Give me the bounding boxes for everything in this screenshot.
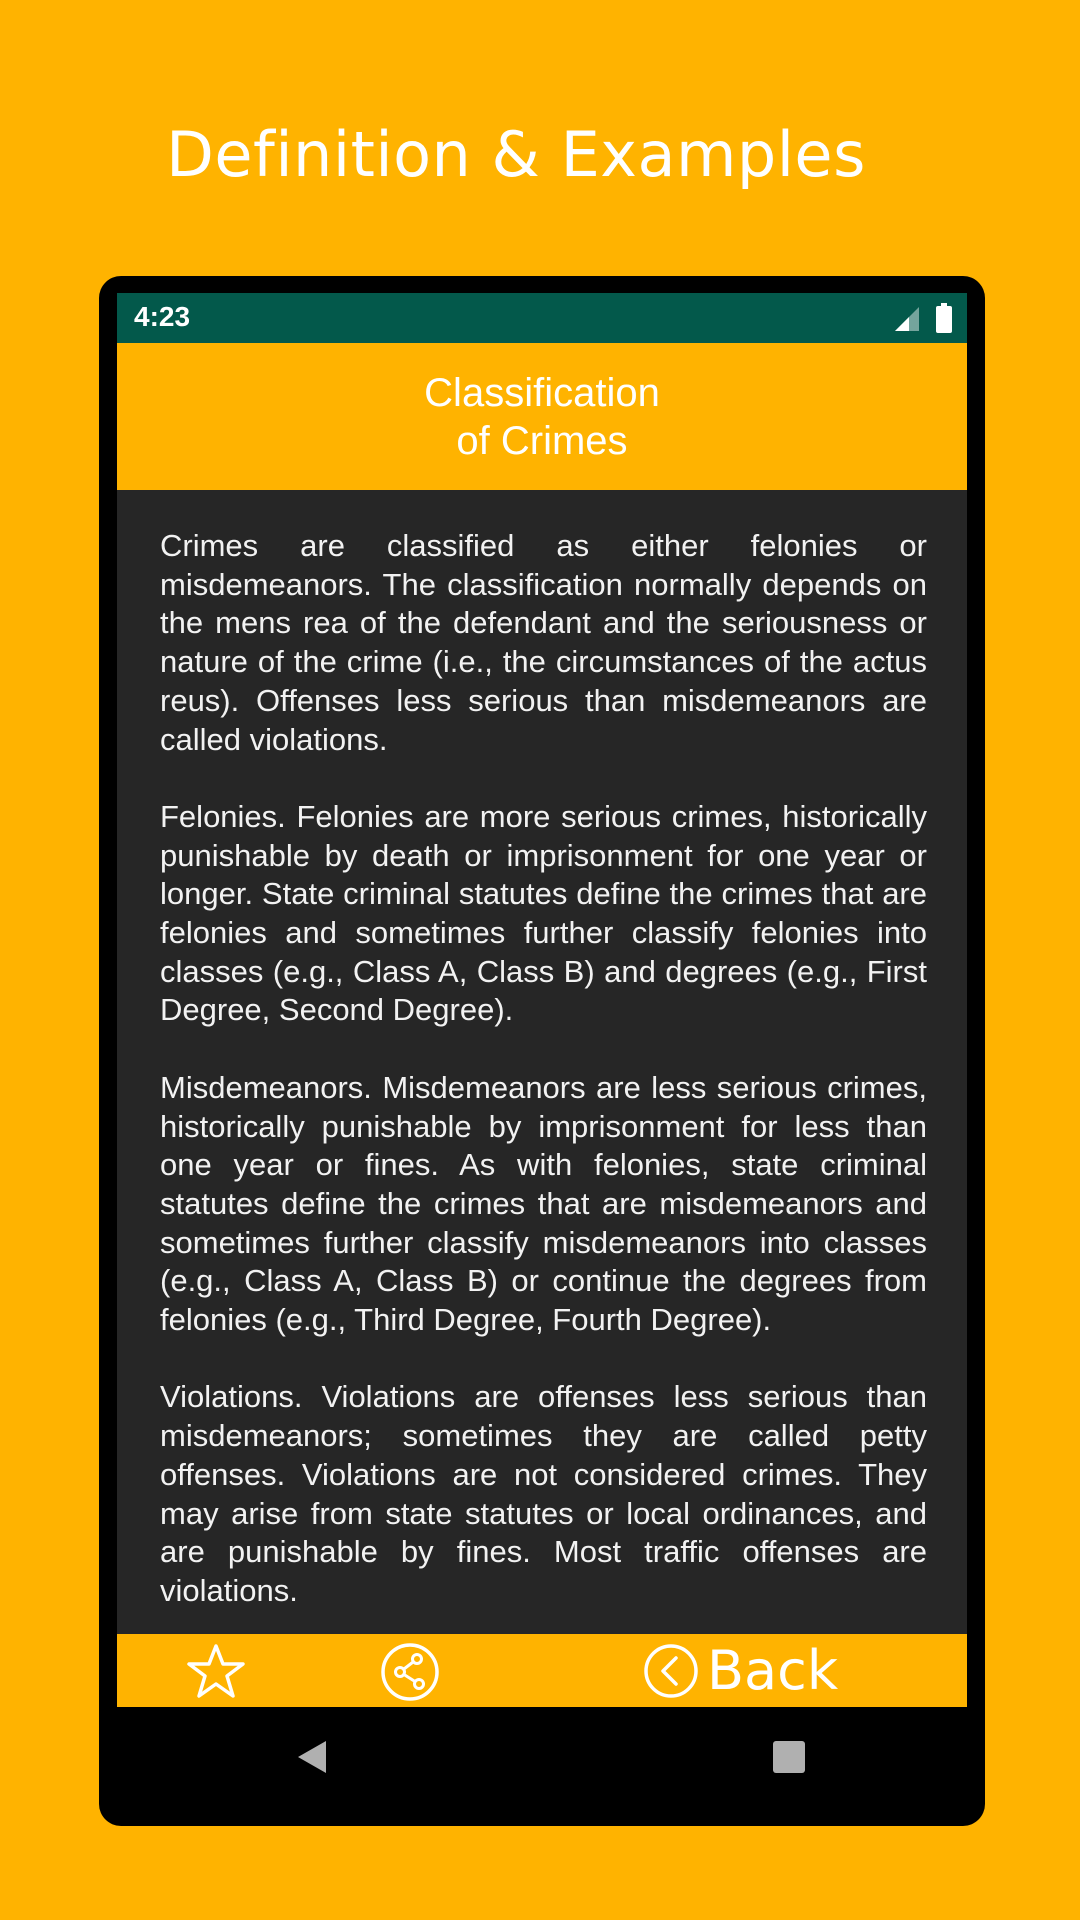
article-paragraph: Violations. Violations are offenses less serious than misdemeanors; sometimes they are called petty offenses. Violations are not considered crimes. They may arise from state statutes or local ordinances, and are punishable by fines. Most traffic offenses are violations. (160, 1379, 927, 1608)
article-paragraph: Crimes are classified as either felonies or misdemeanors. The classification normally depends on the mens rea of the defendant and the seriousness or nature of the crime (i.e., the circumstances of the actus reus). Offenses less serious than misdemeanors are called violations. (160, 528, 927, 757)
signal-icon (893, 305, 921, 333)
back-button[interactable] (643, 1639, 838, 1703)
article-content[interactable] (160, 527, 927, 1617)
promo-headline: Definition & Examples (166, 118, 866, 191)
square-recents-icon[interactable] (773, 1741, 805, 1773)
back-button-label: Back (707, 1639, 839, 1702)
status-bar (117, 293, 967, 343)
article-paragraph: Felonies. Felonies are more serious crimes, historically punishable by death or imprisonment for one year or longer. State criminal statutes define the crimes that are felonies and sometimes further classify felonies into classes (e.g., Class A, Class B) and degrees (e.g., First Degree, Second Degree). (160, 798, 927, 1028)
article-paragraph: Misdemeanors. Misdemeanors are less serious crimes, historically punishable by imprisonment for less than one year or fines. As with felonies, state criminal statutes define the crimes that are misdemeanors and sometimes further classify misdemeanors into classes (e.g., Class A, Class B) or continue the degrees from felonies (e.g., Third Degree, Fourth Degree). (160, 1069, 927, 1338)
app-bar (117, 343, 967, 490)
status-time: 4:23 (134, 301, 191, 332)
bottom-action-bar (117, 1634, 967, 1707)
share-icon[interactable] (380, 1642, 440, 1702)
phone-frame (99, 276, 985, 1826)
app-bar-title-line2: of Crimes (456, 418, 628, 463)
chevron-left-circle-icon (643, 1643, 699, 1699)
system-nav-bar (117, 1707, 967, 1807)
star-outline-icon[interactable] (186, 1643, 246, 1699)
triangle-back-icon[interactable] (292, 1737, 332, 1777)
phone-screen (117, 293, 967, 1707)
battery-icon (936, 303, 952, 333)
app-bar-title-line1: Classification (424, 370, 660, 415)
